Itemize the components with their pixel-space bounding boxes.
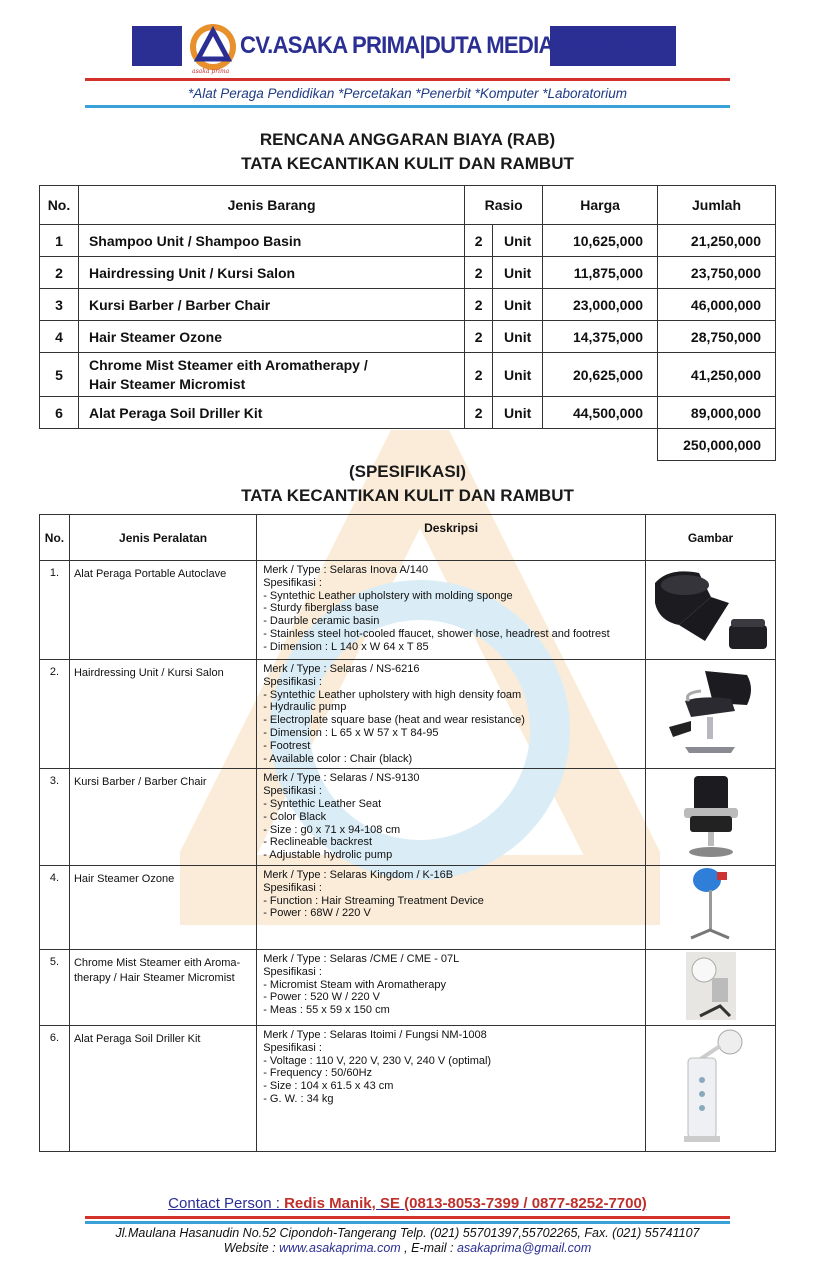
spec-row-name-line1: Chrome Mist Steamer eith Aroma- xyxy=(73,956,241,969)
table-row xyxy=(40,1025,776,1151)
company-logo-icon xyxy=(188,22,238,72)
spec-header-desc: Deskripsi xyxy=(257,515,646,561)
spec-header-row xyxy=(40,515,776,561)
rab-total: 250,000,000 xyxy=(658,429,776,461)
table-row xyxy=(40,289,776,321)
desc-line: - Footrest xyxy=(263,739,311,752)
desc-line: - Syntethic Leather upholstery with high density foam xyxy=(263,688,522,701)
soil-driller-kit-icon xyxy=(666,1028,756,1146)
desc-line: - Dimension : L 140 x W 64 x T 85 xyxy=(263,640,429,653)
rab-title: RENCANA ANGGARAN BIAYA (RAB) xyxy=(259,130,556,149)
desc-line: Spesifikasi : xyxy=(263,675,322,688)
desc-line: - Hydraulic pump xyxy=(263,701,347,714)
row-qty: 2 xyxy=(465,225,493,257)
row-unit: Unit xyxy=(493,397,543,429)
row-unit: Unit xyxy=(493,321,543,353)
footer-rule-red xyxy=(85,1216,730,1219)
row-no: 3 xyxy=(40,289,79,321)
spec-row-no: 6. xyxy=(40,1025,70,1151)
row-no: 6 xyxy=(40,397,79,429)
barber-chair-icon xyxy=(676,772,746,860)
header-rule-blue xyxy=(85,105,730,108)
shampoo-basin-icon xyxy=(649,563,773,655)
desc-line: Spesifikasi : xyxy=(263,576,322,589)
desc-line: Spesifikasi : xyxy=(263,1041,322,1054)
spec-row-name: Hair Steamer Ozone xyxy=(69,865,256,949)
row-jumlah: 89,000,000 xyxy=(658,397,776,429)
desc-line: - Daurble ceramic basin xyxy=(263,615,380,628)
desc-line: Merk / Type : Selaras Inova A/140 xyxy=(263,564,429,576)
spec-header-img: Gambar xyxy=(646,515,776,561)
spec-row-no: 5. xyxy=(40,949,70,1025)
row-item-line1: Chrome Mist Steamer eith Aromatherapy / xyxy=(88,356,368,373)
row-item: Hairdressing Unit / Kursi Salon xyxy=(78,257,464,289)
row-unit: Unit xyxy=(493,225,543,257)
row-unit: Unit xyxy=(493,257,543,289)
header-banner-left xyxy=(132,26,182,66)
desc-line: - Stainless steel hot-cooled ffaucet, shower hose, headrest and footrest xyxy=(263,627,610,640)
desc-line: Spesifikasi : xyxy=(263,965,322,978)
desc-line: - Frequency : 50/60Hz xyxy=(263,1067,373,1080)
row-qty: 2 xyxy=(465,321,493,353)
table-row xyxy=(40,769,776,866)
website-label: Website : xyxy=(223,1241,280,1255)
row-jumlah: 21,250,000 xyxy=(658,225,776,257)
row-harga: 10,625,000 xyxy=(543,225,658,257)
contact-name: Redis Manik, SE (0813-8053-7399 / 0877-8252-7700) xyxy=(284,1195,647,1212)
desc-line: - Meas : 55 x 59 x 150 cm xyxy=(263,1004,390,1017)
desc-line: - Size : g0 x 71 x 94-108 cm xyxy=(263,823,401,836)
row-unit: Unit xyxy=(493,353,543,397)
spec-row-name: Kursi Barber / Barber Chair xyxy=(69,769,256,866)
row-no: 1 xyxy=(40,225,79,257)
desc-line: - Voltage : 110 V, 220 V, 230 V, 240 V (optimal) xyxy=(263,1054,492,1067)
spec-header-no: No. xyxy=(40,515,70,561)
rab-header-rasio: Rasio xyxy=(465,186,543,225)
desc-line: - Power : 520 W / 220 V xyxy=(263,991,380,1004)
spec-row-image xyxy=(646,865,776,949)
rab-header-item: Jenis Barang xyxy=(78,186,464,225)
desc-line: Merk / Type : Selaras Kingdom / K-16B xyxy=(263,868,454,881)
row-harga: 20,625,000 xyxy=(543,353,658,397)
row-item: Hair Steamer Ozone xyxy=(78,321,464,353)
desc-line: - Function : Hair Streaming Treatment Device xyxy=(263,894,484,907)
desc-line: - Syntethic Leather Seat xyxy=(263,797,382,810)
rab-table xyxy=(39,185,776,461)
row-jumlah: 28,750,000 xyxy=(658,321,776,353)
desc-line: - Sturdy fiberglass base xyxy=(263,602,379,615)
spec-row-name: Alat Peraga Soil Driller Kit xyxy=(69,1025,256,1151)
spec-row-no: 3. xyxy=(40,769,70,866)
header-tagline: *Alat Peraga Pendidikan *Percetakan *Penerbit *Komputer *Laboratorium xyxy=(187,86,627,101)
row-item xyxy=(78,353,464,397)
desc-line: - Dimension : L 65 x W 57 x T 84-95 xyxy=(263,726,439,739)
rab-header-row xyxy=(40,186,776,225)
desc-line: - Available color : Chair (black) xyxy=(263,752,413,765)
row-item: Shampoo Unit / Shampoo Basin xyxy=(78,225,464,257)
table-row xyxy=(40,225,776,257)
rab-subtitle: TATA KECANTIKAN KULIT DAN RAMBUT xyxy=(241,154,574,173)
desc-line: - Syntethic Leather upholstery with molding sponge xyxy=(263,589,513,602)
desc-line: - Adjustable hydrolic pump xyxy=(263,849,393,862)
spec-row-desc xyxy=(257,561,646,660)
row-jumlah: 46,000,000 xyxy=(658,289,776,321)
row-qty: 2 xyxy=(465,353,493,397)
mist-steamer-icon xyxy=(686,952,736,1020)
desc-line: Spesifikasi : xyxy=(263,785,322,798)
row-item-line2: Hair Steamer Micromist xyxy=(88,375,246,392)
table-row xyxy=(40,865,776,949)
row-jumlah: 23,750,000 xyxy=(658,257,776,289)
desc-line: - Micromist Steam with Aromatherapy xyxy=(263,978,446,991)
desc-line: - Color Black xyxy=(263,810,327,823)
row-jumlah: 41,250,000 xyxy=(658,353,776,397)
footer-web-email xyxy=(0,1241,815,1255)
spec-table xyxy=(39,514,776,1152)
spec-row-desc xyxy=(257,949,646,1025)
row-no: 4 xyxy=(40,321,79,353)
desc-line: Spesifikasi : xyxy=(263,881,322,894)
table-row xyxy=(40,257,776,289)
contact-label: Contact Person : xyxy=(168,1195,285,1212)
spec-row-image xyxy=(646,561,776,660)
row-harga: 44,500,000 xyxy=(543,397,658,429)
website-link[interactable]: www.asakaprima.com xyxy=(279,1241,401,1255)
hair-steamer-icon xyxy=(681,866,741,946)
spec-row-image xyxy=(646,660,776,769)
row-harga: 11,875,000 xyxy=(543,257,658,289)
row-harga: 23,000,000 xyxy=(543,289,658,321)
row-no: 5 xyxy=(40,353,79,397)
spec-header-item: Jenis Peralatan xyxy=(69,515,256,561)
desc-line: - Reclineable backrest xyxy=(263,836,373,849)
spec-row-desc xyxy=(257,660,646,769)
spec-row-desc xyxy=(257,769,646,866)
desc-line: Merk / Type : Selaras /CME / CME - 07L xyxy=(263,952,460,965)
desc-line: - Power : 68W / 220 V xyxy=(263,907,371,920)
salon-chair-icon xyxy=(661,665,761,761)
row-no: 2 xyxy=(40,257,79,289)
footer-rule-blue xyxy=(85,1221,730,1224)
company-name: CV.ASAKA PRIMA|DUTA MEDIA GROUP xyxy=(240,32,636,59)
header-rule-red xyxy=(85,78,730,81)
rab-header-jumlah: Jumlah xyxy=(658,186,776,225)
spec-row-name: Hairdressing Unit / Kursi Salon xyxy=(69,660,256,769)
contact-person xyxy=(0,1195,815,1212)
spec-row-image xyxy=(646,1025,776,1151)
table-row xyxy=(40,397,776,429)
row-unit: Unit xyxy=(493,289,543,321)
row-qty: 2 xyxy=(465,397,493,429)
row-qty: 2 xyxy=(465,257,493,289)
footer-address: Jl.Maulana Hasanudin No.52 Cipondoh-Tangerang Telp. (021) 55701397,55702265, Fax. (021) 55741107 xyxy=(115,1226,700,1240)
table-row xyxy=(40,660,776,769)
spec-row-no: 2. xyxy=(40,660,70,769)
spec-row-name: Alat Peraga Portable Autoclave xyxy=(69,561,256,660)
spec-row-image xyxy=(646,769,776,866)
spec-row-name xyxy=(69,949,256,1025)
row-harga: 14,375,000 xyxy=(543,321,658,353)
desc-line: - G. W. : 34 kg xyxy=(263,1092,334,1105)
spec-subtitle: TATA KECANTIKAN KULIT DAN RAMBUT xyxy=(241,486,574,505)
desc-line: Merk / Type : Selaras Itoimi / Fungsi NM-1008 xyxy=(263,1028,487,1041)
email-label: , E-mail : xyxy=(400,1241,457,1255)
spec-title: (SPESIFIKASI) xyxy=(348,462,467,481)
rab-header-harga: Harga xyxy=(543,186,658,225)
spec-row-image xyxy=(646,949,776,1025)
row-item: Kursi Barber / Barber Chair xyxy=(78,289,464,321)
spec-row-no: 1. xyxy=(40,561,70,660)
desc-line: Merk / Type : Selaras / NS-9130 xyxy=(263,772,420,785)
table-row xyxy=(40,353,776,397)
row-item: Alat Peraga Soil Driller Kit xyxy=(78,397,464,429)
table-row xyxy=(40,561,776,660)
logo-subtext: asaka prima xyxy=(192,68,230,75)
rab-header-no: No. xyxy=(40,186,79,225)
rab-total-row xyxy=(40,429,776,461)
spec-row-desc xyxy=(257,1025,646,1151)
spec-row-no: 4. xyxy=(40,865,70,949)
table-row xyxy=(40,949,776,1025)
spec-row-desc xyxy=(257,865,646,949)
desc-line: Merk / Type : Selaras / NS-6216 xyxy=(263,663,420,675)
email-link[interactable]: asakaprima@gmail.com xyxy=(456,1241,592,1255)
desc-line: - Size : 104 x 61.5 x 43 cm xyxy=(263,1080,394,1093)
table-row xyxy=(40,321,776,353)
row-qty: 2 xyxy=(465,289,493,321)
desc-line: - Electroplate square base (heat and wear resistance) xyxy=(263,714,525,727)
spec-row-name-line2: therapy / Hair Steamer Micromist xyxy=(73,971,235,984)
